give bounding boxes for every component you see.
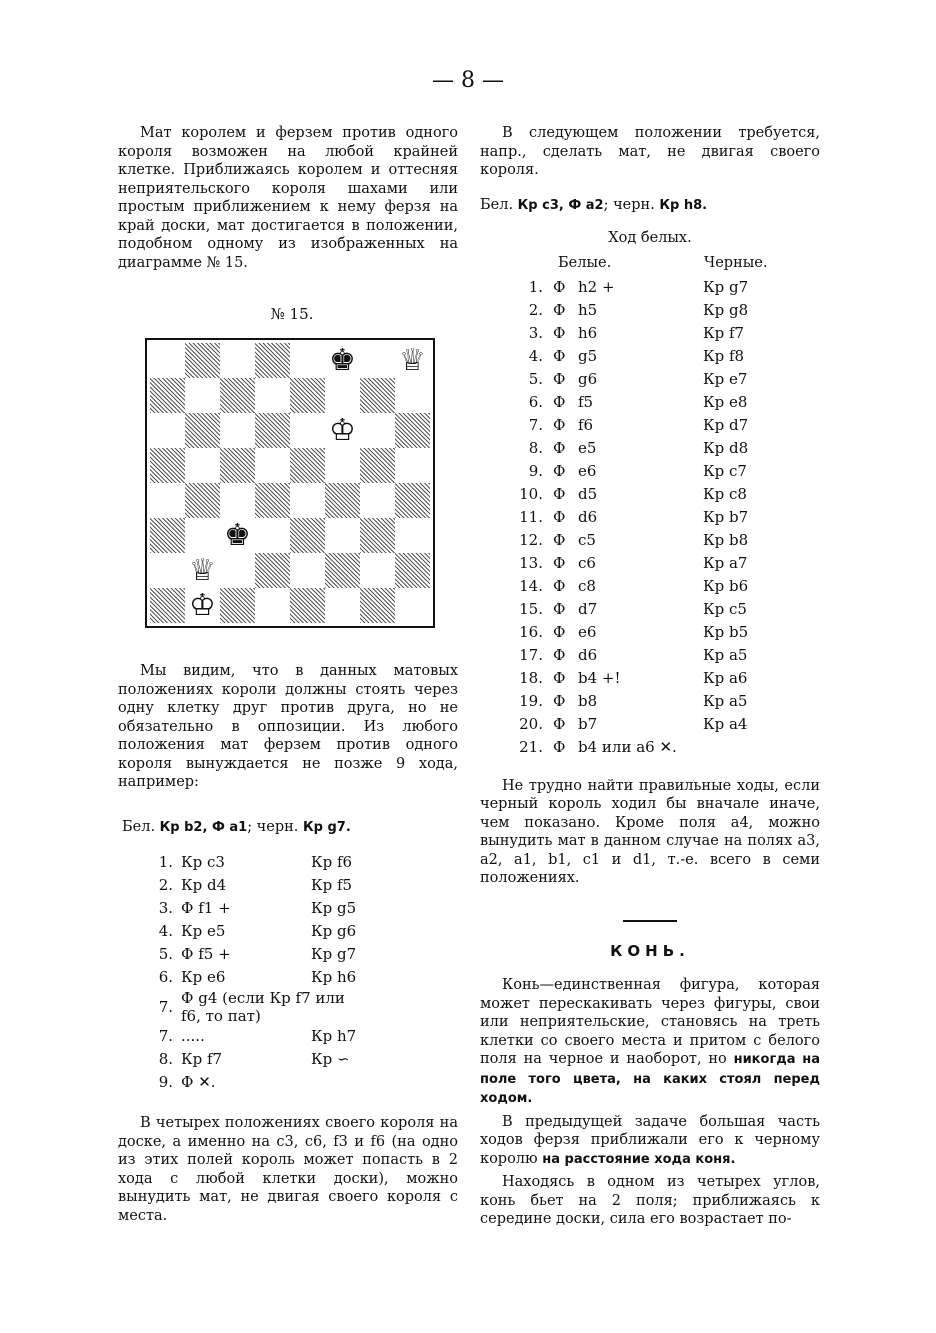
right-move-row xyxy=(498,644,748,667)
board-square xyxy=(255,518,290,553)
move-number: 2. xyxy=(528,300,543,319)
move-number: 14. xyxy=(519,576,543,595)
move-piece: Ф xyxy=(553,300,566,319)
move-number: 9. xyxy=(528,461,543,480)
right-moves-table xyxy=(498,276,748,759)
setup-mid: ; черн. xyxy=(247,818,304,835)
right-move-row xyxy=(498,391,748,414)
move-piece: Ф xyxy=(553,737,566,756)
right-paragraph-4 xyxy=(480,1113,820,1170)
move-white: e6 xyxy=(578,461,597,480)
move-white: ..... xyxy=(181,1027,205,1046)
board-square xyxy=(360,518,395,553)
board-square xyxy=(290,483,325,518)
move-black: Кр g7 xyxy=(703,277,749,296)
right-paragraph-1: В следующем положении требуется, напр., сделать мат, не двигая своего короля. xyxy=(480,125,820,178)
chess-diagram xyxy=(145,338,435,628)
board-square xyxy=(220,413,255,448)
move-number: 6. xyxy=(158,968,173,987)
move-black: Кр a5 xyxy=(703,645,748,664)
move-number: 19. xyxy=(519,691,543,710)
board-square xyxy=(290,413,325,448)
move-black: Кр g8 xyxy=(703,300,749,319)
right-move-row xyxy=(498,414,748,437)
move-number: 3. xyxy=(528,323,543,342)
right-move-row xyxy=(498,437,748,460)
move-number: 20. xyxy=(519,714,543,733)
move-number: 12. xyxy=(519,530,543,549)
move-black: Кр b7 xyxy=(703,507,749,526)
move-black: Кр a4 xyxy=(703,714,748,733)
move-number: 8. xyxy=(528,438,543,457)
right-move-row xyxy=(498,552,748,575)
move-white: d6 xyxy=(578,645,598,664)
board-square xyxy=(395,413,430,448)
left-column xyxy=(118,124,458,272)
left-move-row xyxy=(118,897,356,920)
page-number: — 8 — xyxy=(432,68,504,93)
board-square xyxy=(360,588,395,623)
board-square xyxy=(325,588,360,623)
right-paragraph-2: Не трудно найти правильные ходы, если черный король ходил бы вначале иначе, чем показано. Кроме поля a4, можно вынудить мат в данном случае на полях a3, a2, a1, b1, c1 и d1, т.-е. всего в семи положениях. xyxy=(480,777,820,886)
board-square xyxy=(185,378,220,413)
board-square xyxy=(255,448,290,483)
move-black: Кр d7 xyxy=(703,415,749,434)
setup-prefix: Бел. xyxy=(122,818,160,835)
move-white: Кр d4 xyxy=(181,876,227,895)
move-white: f6 xyxy=(578,415,594,434)
move-number: 4. xyxy=(158,922,173,941)
board-square xyxy=(360,413,395,448)
move-black: Кр e7 xyxy=(703,369,748,388)
move-number: 17. xyxy=(519,645,543,664)
move-black: Кр c7 xyxy=(703,461,747,480)
board-square xyxy=(325,448,360,483)
board-square xyxy=(395,518,430,553)
move-black: Кр ∽ xyxy=(311,1050,350,1069)
board-square xyxy=(360,553,395,588)
right-move-row xyxy=(498,621,748,644)
board-square xyxy=(255,413,290,448)
move-white: g5 xyxy=(578,346,598,365)
move-piece: Ф xyxy=(553,323,566,342)
move-white: c6 xyxy=(578,553,596,572)
right-move-row xyxy=(498,575,748,598)
board-square xyxy=(290,553,325,588)
move-black: Кр a5 xyxy=(703,691,748,710)
move-piece: Ф xyxy=(553,691,566,710)
setup-mid: ; черн. xyxy=(603,196,660,213)
move-white: e5 xyxy=(578,438,597,457)
right-move-row xyxy=(498,713,748,736)
board-square xyxy=(325,378,360,413)
board-square xyxy=(220,588,255,623)
move-black: Кр g5 xyxy=(311,899,357,918)
white-king-icon: ♔ xyxy=(185,588,220,623)
board-square xyxy=(150,483,185,518)
left-move-row xyxy=(118,989,356,1025)
move-piece: Ф xyxy=(553,438,566,457)
left-move-row xyxy=(118,966,356,989)
right-move-row xyxy=(498,368,748,391)
p4-bold: на расстояние хода коня. xyxy=(542,1151,736,1167)
board-square xyxy=(185,553,220,588)
move-black: Кр f6 xyxy=(311,853,353,872)
move-number: 18. xyxy=(519,668,543,687)
move-number: 5. xyxy=(158,945,173,964)
left-column-lower xyxy=(118,662,458,1225)
board-square xyxy=(150,378,185,413)
move-white: g6 xyxy=(578,369,598,388)
move-piece: Ф xyxy=(553,645,566,664)
board-square xyxy=(360,343,395,378)
right-move-row xyxy=(498,506,748,529)
board-square xyxy=(185,518,220,553)
board-square xyxy=(220,518,255,553)
board-square xyxy=(290,588,325,623)
move-black: Кр c5 xyxy=(703,599,747,618)
diagram-title: № 15. xyxy=(270,305,314,323)
move-number: 21. xyxy=(519,737,543,756)
right-move-row xyxy=(498,322,748,345)
move-black: Кр h6 xyxy=(311,968,357,987)
left-paragraph-1: Мат королем и ферзем против одного короля возможен на любой крайней клетке. Приближаясь королем и оттесняя неприятельского короля шахами или простым приближением к нему ферзя на край доски, мат достигается в положении, подобном одному из изображенных на диаграмме № 15. xyxy=(118,125,458,271)
move-white: Кр e6 xyxy=(181,968,226,987)
board-square xyxy=(150,413,185,448)
board-square xyxy=(255,588,290,623)
board-square xyxy=(220,378,255,413)
move-number: 13. xyxy=(519,553,543,572)
move-piece: Ф xyxy=(553,415,566,434)
board-square xyxy=(185,343,220,378)
move-number: 1. xyxy=(528,277,543,296)
move-white: b8 xyxy=(578,691,598,710)
move-piece: Ф xyxy=(553,461,566,480)
move-white: d6 xyxy=(578,507,598,526)
move-number: 7. xyxy=(528,415,543,434)
move-number: 4. xyxy=(528,346,543,365)
move-white: h2 + xyxy=(578,277,615,296)
move-black: Кр f8 xyxy=(703,346,745,365)
left-move-row xyxy=(118,851,356,874)
move-piece: Ф xyxy=(553,622,566,641)
right-setup-line xyxy=(480,196,820,216)
left-move-row xyxy=(118,1048,356,1071)
move-black: Кр f7 xyxy=(703,323,745,342)
board-square xyxy=(185,413,220,448)
move-white: d5 xyxy=(578,484,598,503)
white-king-icon: ♔ xyxy=(325,413,360,448)
board-square xyxy=(290,378,325,413)
col-black-label: Черные. xyxy=(704,254,768,271)
move-piece: Ф xyxy=(553,484,566,503)
move-number: 8. xyxy=(158,1050,173,1069)
board-square xyxy=(325,413,360,448)
board-square xyxy=(325,518,360,553)
right-move-row xyxy=(498,598,748,621)
black-king-icon: ♚ xyxy=(325,343,360,378)
move-white: Ф g4 (если Кр f7 или f6, то пат) xyxy=(181,989,345,1025)
move-number: 16. xyxy=(519,622,543,641)
move-number: 1. xyxy=(158,853,173,872)
right-move-row xyxy=(498,460,748,483)
board-square xyxy=(395,553,430,588)
setup-black: Кр g7. xyxy=(303,819,351,835)
move-white: b7 xyxy=(578,714,598,733)
right-move-row xyxy=(498,345,748,368)
black-king-icon: ♚ xyxy=(220,518,255,553)
move-piece: Ф xyxy=(553,346,566,365)
move-black: Кр f5 xyxy=(311,876,353,895)
board-square xyxy=(150,343,185,378)
board-square xyxy=(150,518,185,553)
move-black: Кр a6 xyxy=(703,668,748,687)
move-number: 5. xyxy=(528,369,543,388)
move-number: 7. xyxy=(158,997,173,1016)
move-white: Ф f5 + xyxy=(181,945,231,964)
right-move-row xyxy=(498,483,748,506)
move-white: Кр f7 xyxy=(181,1050,223,1069)
move-black: Кр e8 xyxy=(703,392,748,411)
right-column xyxy=(480,124,820,1229)
board-square xyxy=(360,448,395,483)
move-number: 2. xyxy=(158,876,173,895)
move-number: 7. xyxy=(158,1027,173,1046)
left-paragraph-3: В четырех положениях своего короля на доске, а именно на c3, c6, f3 и f6 (на одно из этих полей король может попасть в 2 хода с любой клетки доски), можно вынудить мат, не двигая своего короля с места. xyxy=(118,1115,458,1224)
moves-header xyxy=(480,254,820,274)
move-black: Кр a7 xyxy=(703,553,748,572)
right-move-row xyxy=(498,299,748,322)
right-move-row xyxy=(498,690,748,713)
move-piece: Ф xyxy=(553,277,566,296)
board-square xyxy=(395,588,430,623)
white-to-move: Ход белых. xyxy=(608,230,692,246)
move-piece: Ф xyxy=(553,530,566,549)
move-black xyxy=(311,1071,356,1094)
board-square xyxy=(185,448,220,483)
move-black: Кр b6 xyxy=(703,576,749,595)
board-square xyxy=(150,448,185,483)
move-black: Кр h7 xyxy=(311,1027,357,1046)
board-square xyxy=(290,518,325,553)
move-white: h5 xyxy=(578,300,598,319)
chess-board-grid xyxy=(150,343,430,623)
board-square xyxy=(220,343,255,378)
right-paragraph-5: Находясь в одном из четырех углов, конь бьет на 2 поля; приближаясь к середине доски, сила его возрастает по- xyxy=(480,1174,820,1227)
move-number: 10. xyxy=(519,484,543,503)
board-square xyxy=(325,343,360,378)
board-square xyxy=(360,483,395,518)
p3-text: Конь—единственная фигура, которая может перескакивать через фигуры, свои или неприятельские, становясь на треть клетки со своего места и притом с белого поля на черное и наоборот, но xyxy=(480,977,820,1067)
move-white: f5 xyxy=(578,392,594,411)
move-white: Кр e5 xyxy=(181,922,226,941)
left-move-row xyxy=(118,943,356,966)
move-number: 3. xyxy=(158,899,173,918)
left-paragraph-2: Мы видим, что в данных матовых положениях короли должны стоять через одну клетку друг против друга, но не обязательно в оппозиции. Из любого положения мат ферзем против одного короля вынуждается не позже 9 хода, например: xyxy=(118,663,458,790)
right-move-row xyxy=(498,667,748,690)
move-piece: Ф xyxy=(553,668,566,687)
setup-white: Кр c3, Ф а2 xyxy=(517,197,604,213)
move-black: Кр d8 xyxy=(703,438,749,457)
p4-text: В предыдущей задаче большая часть ходов ферзя приближали его к черному королю xyxy=(480,1113,820,1167)
section-divider xyxy=(480,920,820,922)
setup-prefix: Бел. xyxy=(480,196,518,213)
move-white: Кр c3 xyxy=(181,853,225,872)
move-piece: Ф xyxy=(553,553,566,572)
move-black: Кр b8 xyxy=(703,530,749,549)
move-white: Ф ✕. xyxy=(181,1073,216,1092)
board-square xyxy=(360,378,395,413)
col-white-label: Белые. xyxy=(558,254,612,271)
move-black: Кр g7 xyxy=(311,945,357,964)
board-square xyxy=(255,378,290,413)
right-paragraph-3 xyxy=(480,976,820,1109)
move-number: 15. xyxy=(519,599,543,618)
section-title: КОНЬ. xyxy=(610,941,690,960)
move-white: h6 xyxy=(578,323,598,342)
board-square xyxy=(255,343,290,378)
board-square xyxy=(255,483,290,518)
board-square xyxy=(185,483,220,518)
move-white: c5 xyxy=(578,530,596,549)
left-setup-line xyxy=(122,818,458,838)
move-number: 9. xyxy=(158,1073,173,1092)
left-move-row xyxy=(118,874,356,897)
board-square xyxy=(150,588,185,623)
board-square xyxy=(395,343,430,378)
setup-black: Кр h8. xyxy=(659,197,708,213)
move-white: b4 +! xyxy=(578,668,621,687)
right-move-row xyxy=(498,276,748,299)
right-move-row xyxy=(498,736,748,759)
move-black: Кр g6 xyxy=(311,922,357,941)
move-white: e6 xyxy=(578,622,597,641)
p3-bold: никогда на поле того цвета, на каких стоял перед ходом. xyxy=(480,1052,820,1106)
move-black: Кр c8 xyxy=(703,484,747,503)
left-move-row xyxy=(118,1025,356,1048)
left-move-row xyxy=(118,1071,356,1094)
move-piece: Ф xyxy=(553,507,566,526)
left-move-row xyxy=(118,920,356,943)
board-square xyxy=(220,483,255,518)
white-queen-icon: ♕ xyxy=(395,343,430,378)
move-piece: Ф xyxy=(553,392,566,411)
move-white: b4 или a6 ✕. xyxy=(578,737,677,756)
move-piece: Ф xyxy=(553,576,566,595)
board-square xyxy=(290,343,325,378)
move-piece: Ф xyxy=(553,599,566,618)
board-square xyxy=(185,588,220,623)
move-number: 11. xyxy=(519,507,543,526)
move-piece: Ф xyxy=(553,714,566,733)
board-square xyxy=(150,553,185,588)
board-square xyxy=(395,448,430,483)
setup-white: Кр b2, Ф а1 xyxy=(159,819,248,835)
board-square xyxy=(255,553,290,588)
board-square xyxy=(325,483,360,518)
move-white: Ф f1 + xyxy=(181,899,231,918)
move-number: 6. xyxy=(528,392,543,411)
board-square xyxy=(325,553,360,588)
left-moves-table xyxy=(118,851,356,1094)
move-white: c8 xyxy=(578,576,596,595)
move-white: d7 xyxy=(578,599,598,618)
right-move-row xyxy=(498,529,748,552)
board-square xyxy=(395,483,430,518)
white-queen-icon: ♕ xyxy=(185,553,220,588)
move-black: Кр b5 xyxy=(703,622,749,641)
move-piece: Ф xyxy=(553,369,566,388)
board-square xyxy=(220,553,255,588)
board-square xyxy=(220,448,255,483)
board-square xyxy=(290,448,325,483)
board-square xyxy=(395,378,430,413)
